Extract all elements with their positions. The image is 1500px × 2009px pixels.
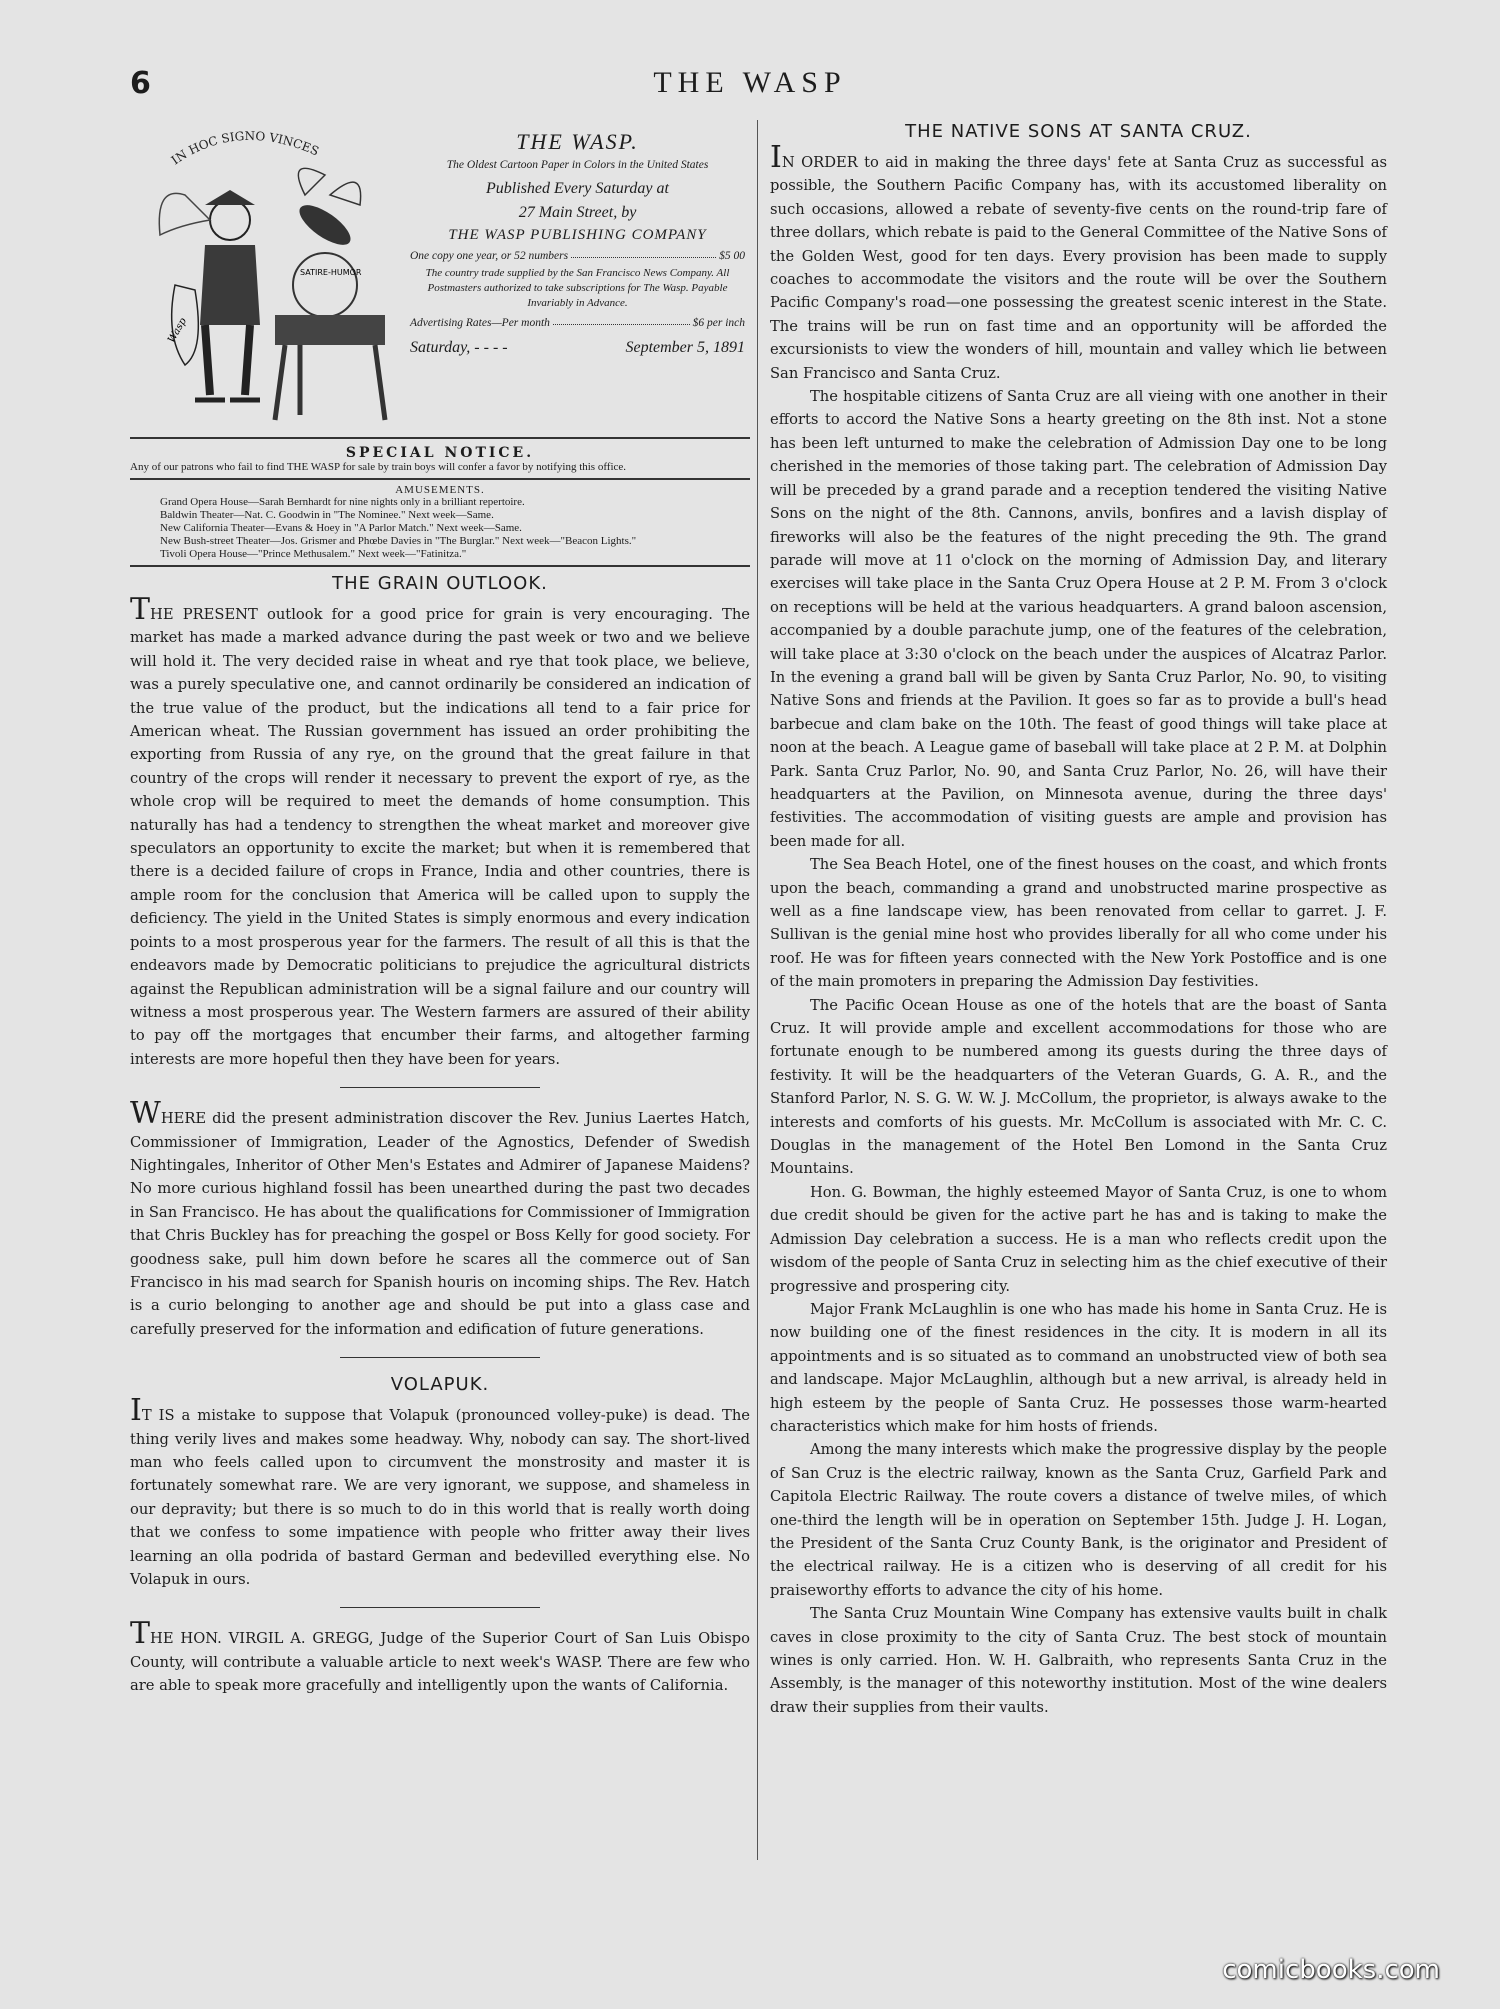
rule — [130, 437, 750, 439]
publisher-name: THE WASP PUBLISHING COMPANY — [448, 227, 707, 243]
amusements-list — [130, 496, 750, 561]
hatch-article-text: WHERE did the present administration discover the Rev. Junius Laertes Hatch, Commissioner of Immigration, Leader of the Agnostics, Defender of Swedish Nightingales, Inheritor of Other Men's Estates and Admirer of Japanese Maidens? No more curious highland fossil has been unearthed during the past two decades in San Francisco. He has about the qualifications for Commissioner of Immigration that Chris Buckley has for preaching the gospel or Boss Kelly for good society. For goodness sake, pull him down before he scares all the commerce out of San Francisco in his mad search for Spanish houris on incoming ships. The Rev. Hatch is a curio belonging to another age and should be put into a glass case and carefully preserved for the information and edification of future generations. — [130, 1096, 750, 1338]
grain-outlook-text: THE PRESENT outlook for a good price for grain is very encouraging. The market has made a marked advance during the past week or two and we believe will hold it. The very decided raise in wheat and rye that took place, we believe, was a purely speculative one, and cannot ordinarily be considered an indication of the true value of the product, but the indications all tend to a fair price for American wheat. The Russian government has issued an order prohibiting the exporting from Russia of any rye, on the ground that the great failure in that country of the crops will render it necessary to prevent the export of rye, as the whole crop will be required to meet the demands of home consumption. This naturally has had a tendency to strengthen the wheat market and moreover give speculators an opportunity to excite the market; but when it is remembered that there is a decided failure of crops in France, India and other countries, there is ample room for the conclusion that America will be called upon to supply the deficiency. The yield in the United States is simply enormous and every indication points to a most prosperous year for the farmers. The result of all this is that the endeavors made by Democratic politicians to prejudice the agricultural districts against the Republican administration will be a signal failure and our country will witness a most prosperous year. The Western farmers are assured of their ability to pay off the mortgages that encumber their farms, and altogether farming interests are more hopeful then they have been for years. — [130, 592, 750, 1068]
wasp-cartoon-illustration — [135, 125, 400, 425]
rule — [130, 478, 750, 480]
box-title: THE WASP. — [516, 129, 639, 154]
native-sons-paragraph: The Sea Beach Hotel, one of the finest houses on the coast, and which fronts upon the beach, commanding a grand and unobstructed marine prospective as well as a fine landscape view, has been renovated from cellar to garret. J. F. Sullivan is the genial mine host who provides liberally for all who come under his roof. He was for fifteen years connected with the New York Postoffice and is one of the main promoters in preparing the Admission Day festivities. — [770, 856, 1387, 991]
native-sons-paragraph: Hon. G. Bowman, the highly esteemed Mayor of Santa Cruz, is one to whom due credit should be given for the active part he has and is taking to make the Admission Day celebration a success. He is a man who reflects credit upon the wisdom of the people of Santa Cruz in selecting him as the chief executive of their progressive and prospering city. — [770, 1183, 1387, 1295]
amusement-item: New Bush-street Theater—Jos. Grismer and Phœbe Davies in "The Burglar." Next week—"Beacon Lights." — [160, 535, 637, 547]
native-sons-heading: THE NATIVE SONS AT SANTA CRUZ. — [905, 121, 1252, 142]
rule — [130, 565, 750, 567]
native-sons-paragraph: Major Frank McLaughlin is one who has made his home in Santa Cruz. He is now building one of the finest residences in the city. It is modern in all its appointments and is so situated as to command an unobstructed view of both sea and landscape. Major McLaughlin, although but a new arrival, is already held in high esteem by the people of Santa Cruz. He possesses those warm-hearted characteristics which make for him hosts of friends. — [770, 1300, 1387, 1435]
amusement-item: Tivoli Opera House—"Prince Methusalem." Next week—"Fatinitza." — [160, 548, 467, 560]
masthead: THE WASP — [653, 66, 847, 99]
right-column — [770, 115, 1387, 1719]
amusement-item: Baldwin Theater—Nat. C. Goodwin in "The Nominee." Next week—Same. — [160, 509, 494, 521]
page-number: 6 — [130, 66, 151, 101]
watermark-link[interactable]: comicbooks.com — [1222, 1955, 1440, 1985]
native-sons-paragraph: The Santa Cruz Mountain Wine Company has extensive vaults built in chalk caves in close proximity to the city of Santa Cruz. The best stock of mountain wines is only carried. Hon. W. H. Galbraith, who represents Santa Cruz in the Assembly, is the manager of this noteworthy institution. Most of the wine dealers draw their supplies from their vaults. — [770, 1605, 1387, 1716]
svg-text:IN HOC SIGNO VINCES — [169, 129, 321, 167]
publish-line-1: Published Every Saturday at — [486, 180, 669, 197]
publish-line-2: 27 Main Street, by — [518, 204, 637, 221]
native-sons-paragraph: The Pacific Ocean House as one of the hotels that are the boast of Santa Cruz. It will provide ample and excellent accommodations for those who are fortunate enough to be numbered among its guests during the three days of festivity. It will be the headquarters of the Veteran Guards, G. A. R., and the Stanford Parlor, N. S. G. W. W. J. McCollum, the proprietor, is always awake to the interests and comforts of his guests. Mr. McCollum is associated with Mr. C. C. Douglas in the management of the Hotel Ben Lomond in the Santa Cruz Mountains. — [770, 996, 1387, 1178]
publication-info — [410, 129, 745, 357]
native-sons-paragraph: Among the many interests which make the progressive display by the people of San Cruz is the electric railway, known as the Santa Cruz, Garfield Park and Capitola Electric Railway. The route covers a distance of twelve miles, of which one-third the length will be in operation on September 15th. Judge J. H. Logan, the President of the Santa Cruz County Bank, is the originator and President of the electrical railway. He is a citizen who is deserving of all credit for his praiseworthy efforts to advance the city of his home. — [770, 1441, 1387, 1599]
trade-notice: The country trade supplied by the San Francisco News Company. All Postmasters authorized to take subscriptions for The Wasp. Payable Invariably in Advance. — [425, 267, 730, 309]
special-notice-title: SPECIAL NOTICE. — [345, 445, 535, 461]
subscription-price: One copy one year, or 52 numbers $5 00 — [410, 250, 745, 262]
volapuk-heading: VOLAPUK. — [390, 1374, 490, 1396]
amusement-item: New California Theater—Evans & Hoey in "A Parlor Match." Next week—Same. — [160, 522, 522, 534]
grain-outlook-heading: THE GRAIN OUTLOOK. — [332, 573, 548, 594]
amusement-item: Grand Opera House—Sarah Bernhardt for nine nights only in a brilliant repertoire. — [160, 496, 525, 508]
advertising-rates: Advertising Rates—Per month $6 per inch — [410, 317, 745, 329]
cartoon-bag-label: Wasp — [166, 316, 190, 345]
amusements-title: AMUSEMENTS. — [395, 484, 485, 496]
grindstone-label: SATIRE-HUMOR — [300, 268, 362, 277]
section-rule — [340, 1607, 540, 1608]
native-sons-paragraph: The hospitable citizens of Santa Cruz are all vieing with one another in their efforts to accord the Native Sons a hearty greeting on the 8th inst. Not a stone has been left unturned to make the celebration of Admission Day one to be long cherished in the memories of those taking part. The celebration of Admission Day will be preceded by a grand parade and a reception tendered the visiting Native Sons on the night of the 8th. Cannons, anvils, bonfires and a lavish display of fireworks will also be the features of the night preceding the 9th. The grand parade will move at 11 o'clock on the morning of Admission Day, and literary exercises will take place in the Santa Cruz Opera House at 2 P. M. From 3 o'clock on receptions will be held at the various headquarters. A grand baloon ascension, accompanied by a double parachute jump, one of the features of the celebration, will take place at 3:30 o'clock on the beach under the auspices of Alcatraz Parlor. In the evening a grand ball will be given by Santa Cruz Parlor, No. 90, to visiting Native Sons and friends at the Pavilion. It goes so far as to provide a bull's head barbecue and clam bake on the 10th. The feast of good things will take place at noon at the beach. A League game of baseball will take place at 2 P. M. at Dolphin Park. Santa Cruz Parlor, No. 90, and Santa Cruz Parlor, No. 26, will have their headquarters at the Pavilion, on Minnesota avenue, during the three days' festivities. The accommodation of visiting guests are ample and provision has been made for all. — [770, 388, 1387, 850]
box-subtitle: The Oldest Cartoon Paper in Colors in the United States — [446, 159, 709, 171]
cartoon-motto: IN HOC SIGNO VINCES — [168, 128, 322, 168]
volapuk-text: IT IS a mistake to suppose that Volapuk (pronounced volley-puke) is dead. The thing verily lives and makes some headway. Why, nobody can say. The short-lived man who feels called upon to circumvent the monstrosity and master it is fortunately somewhat rare. We are very ignorant, we suppose, and shameless in our depravity; but there is so much to do in this world that is really worth doing that we confess to some impatience with people who fritter away their lives learning an olla podrida of bastard German and bedevilled everything else. No Volapuk in ours. — [130, 1393, 750, 1589]
masthead-box — [130, 115, 750, 433]
column-divider — [757, 120, 758, 1860]
section-rule — [340, 1357, 540, 1358]
issue-date: Saturday, - - - - September 5, 1891 — [410, 339, 745, 356]
gregg-notice-text: THE HON. VIRGIL A. GREGG, Judge of the Superior Court of San Luis Obispo County, will contribute a valuable article to next week's WASP. There are few who are able to speak more gracefully and intelligently upon the wants of California. — [130, 1616, 750, 1695]
native-sons-paragraph: IN ORDER to aid in making the three days' fete at Santa Cruz as successful as possible, the Southern Pacific Company has, with its accustomed liberality on such occasions, allowed a rebate of seventy-five cents on the round-trip fare of three dollars, which rebate is paid to the General Committee of the Native Sons of the Golden West, good for ten days. Every provision has been made to supply coaches to accommodate the visitors and the route will be over the Southern Pacific Company's road—one possessing the greatest scenic interest in the State. The trains will be run on fast time and an opportunity will be afforded the excursionists to view the wonders of hill, mountain and valley which lie between San Francisco and Santa Cruz. — [770, 140, 1387, 382]
special-notice-text: Any of our patrons who fail to find THE WASP for sale by train boys will confer a favor by notifying this office. — [130, 461, 627, 473]
section-rule — [340, 1087, 540, 1088]
left-column — [130, 115, 750, 1698]
